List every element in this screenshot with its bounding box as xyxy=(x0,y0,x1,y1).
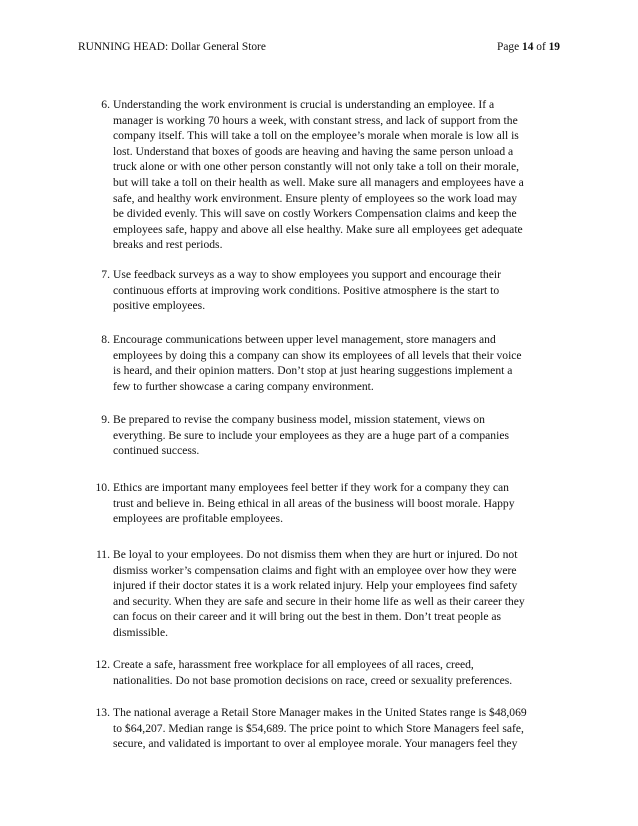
text-line: Ethics are important many employees feel better if they work for a company they can xyxy=(113,481,509,494)
text-line: trust and believe in. Being ethical in all areas of the business will boost morale. Happy xyxy=(113,496,515,510)
page-header xyxy=(78,40,560,54)
text-line: breaks and rest periods. xyxy=(113,238,223,252)
running-head: RUNNING HEAD: Dollar General Store xyxy=(78,41,266,53)
text-line: everything. Be sure to include your employees as they are a huge part of a companies xyxy=(113,428,509,442)
text-line: but will take a toll on their health as well. Make sure all managers and employees have a xyxy=(113,175,524,189)
item-text xyxy=(113,97,555,253)
text-line: Use feedback surveys as a way to show employees you support and encourage their xyxy=(113,268,501,281)
text-line: can focus on their career and it will bring out the best in them. Don’t treat people as xyxy=(113,610,502,624)
text-line: few to further showcase a caring company environment. xyxy=(113,379,374,393)
text-line: continued success. xyxy=(113,444,200,458)
item-number: 10. xyxy=(95,481,110,494)
text-line: safe, and healthy work environment. Ensure plenty of employees so the work load may xyxy=(113,191,518,205)
text-line: injured if their doctor states it is a work related injury. Help your employees find safety xyxy=(113,579,518,593)
text-line: Create a safe, harassment free workplace for all employees of all races, creed, xyxy=(113,658,474,671)
page-indicator xyxy=(497,40,560,54)
item-text xyxy=(113,480,555,527)
text-line: to $64,207. Median range is $54,689. The price point to which Store Managers feel safe, xyxy=(113,721,524,735)
text-line: employees are profitable employees. xyxy=(113,512,283,526)
text-line: is heard, and their opinion matters. Don’t stop at just hearing suggestions implement a xyxy=(113,364,513,378)
item-number: 7. xyxy=(101,268,110,281)
item-text xyxy=(113,547,555,641)
text-line: and security. When they are safe and secure in their home life as well as their career they xyxy=(113,594,525,608)
page-total: 19 xyxy=(548,41,560,53)
item-text xyxy=(113,657,555,688)
text-line: Be loyal to your employees. Do not dismiss them when they are hurt or injured. Do not xyxy=(113,548,518,561)
item-number: 12. xyxy=(95,658,110,671)
text-line: employees safe, happy and above all else healthy. Make sure all employees get adequate xyxy=(113,222,523,236)
text-line: be divided evenly. This will save on costly Workers Compensation claims and keep the xyxy=(113,207,517,221)
text-line: continuous efforts at improving work conditions. Positive atmosphere is the start to xyxy=(113,283,500,297)
item-text xyxy=(113,412,555,459)
text-line: Understanding the work environment is crucial is understanding an employee. If a xyxy=(113,98,495,111)
text-line: dismissible. xyxy=(113,625,169,639)
text-line: manager is working 70 hours a week, with constant stress, and lack of support from the xyxy=(113,113,518,127)
text-line: Encourage communications between upper level management, store managers and xyxy=(113,333,496,346)
item-text xyxy=(113,705,555,752)
item-text xyxy=(113,332,555,394)
text-line: lost. Understand that boxes of goods are heaving and having the same person unload a xyxy=(113,144,514,158)
item-text xyxy=(113,267,555,314)
text-line: Be prepared to revise the company business model, mission statement, views on xyxy=(113,413,485,426)
text-line: truck alone or with one other person constantly will not only take a toll on their morale, xyxy=(113,160,520,174)
item-number: 8. xyxy=(101,333,110,346)
text-line: The national average a Retail Store Manager makes in the United States range is $48,069 xyxy=(113,706,527,719)
page-of: of xyxy=(533,41,549,53)
text-line: secure, and validated is important to over al employee morale. Your managers feel they xyxy=(113,737,518,751)
item-number: 9. xyxy=(101,413,110,426)
item-number: 6. xyxy=(101,98,110,111)
text-line: positive employees. xyxy=(113,299,206,313)
item-number: 13. xyxy=(95,706,110,719)
text-line: employees by doing this a company can show its employees of all levels that their voice xyxy=(113,348,522,362)
page-number: 14 xyxy=(522,41,534,53)
page-prefix: Page xyxy=(497,41,523,53)
text-line: nationalities. Do not base promotion decisions on race, creed or sexuality preferences. xyxy=(113,673,513,687)
item-number: 11. xyxy=(95,548,110,561)
text-line: company itself. This will take a toll on the employee’s morale when morale is low all is xyxy=(113,129,519,143)
text-line: dismiss worker’s compensation claims and fight with an employee over how they were xyxy=(113,563,517,577)
